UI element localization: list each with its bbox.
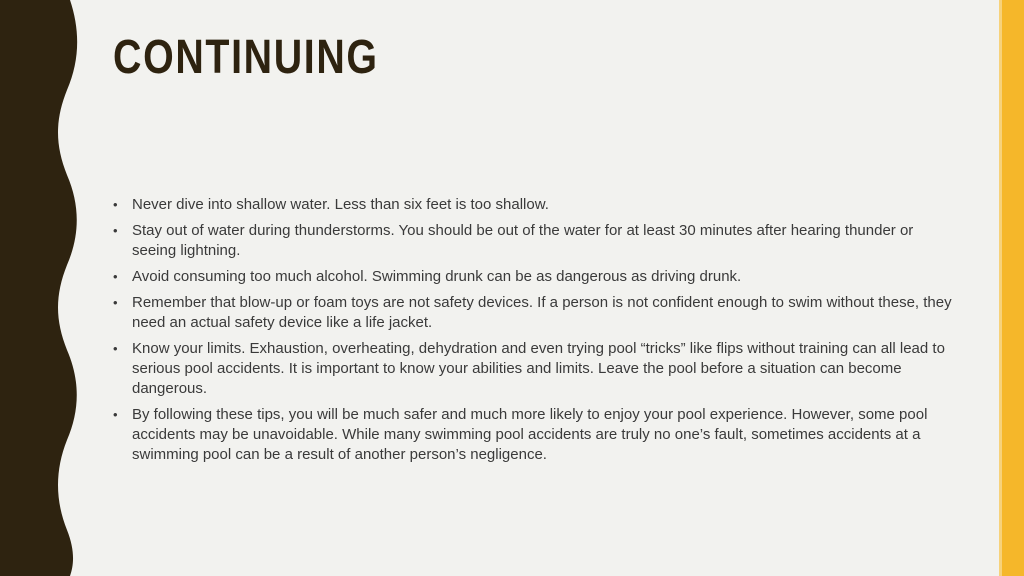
left-decorative-wave-band [0,0,90,576]
bullet-item [113,267,953,287]
bullet-text: Know your limits. Exhaustion, overheating, dehydration and even trying pool “tricks” like flips without training can all lead to serious pool accidents. It is important to know your abilities and limits. Leave the pool before a situation can become dangerous. [132,340,945,397]
wave-shape [0,0,77,576]
bullet-dot: • [113,295,118,310]
bullet-dot: • [113,341,118,356]
bullet-dot: • [113,197,118,212]
slide-title: CONTINUING [113,31,379,84]
bullet-dot: • [113,269,118,284]
bullet-text: Avoid consuming too much alcohol. Swimming drunk can be as dangerous as driving drunk. [132,268,742,285]
bullet-text: Never dive into shallow water. Less than six feet is too shallow. [132,196,549,213]
bullet-list [113,195,953,471]
bullet-text: Stay out of water during thunderstorms. You should be out of the water for at least 30 minutes after hearing thunder or seeing lightning. [132,222,914,259]
right-accent-bar [999,0,1024,576]
bullet-item [113,221,953,261]
bullet-text: Remember that blow-up or foam toys are not safety devices. If a person is not confident enough to swim without these, they need an actual safety device like a life jacket. [132,294,952,331]
bullet-item [113,405,953,465]
bullet-dot: • [113,407,118,422]
bullet-item [113,293,953,333]
bullet-item [113,339,953,399]
bullet-text: By following these tips, you will be much safer and much more likely to enjoy your pool experience. However, some pool accidents may be unavoidable. While many swimming pool accidents are truly no one’s fault, sometimes accidents at a swimming pool can be a result of another person’s negligence. [132,406,928,463]
bullet-item [113,195,953,215]
bullet-dot: • [113,223,118,238]
